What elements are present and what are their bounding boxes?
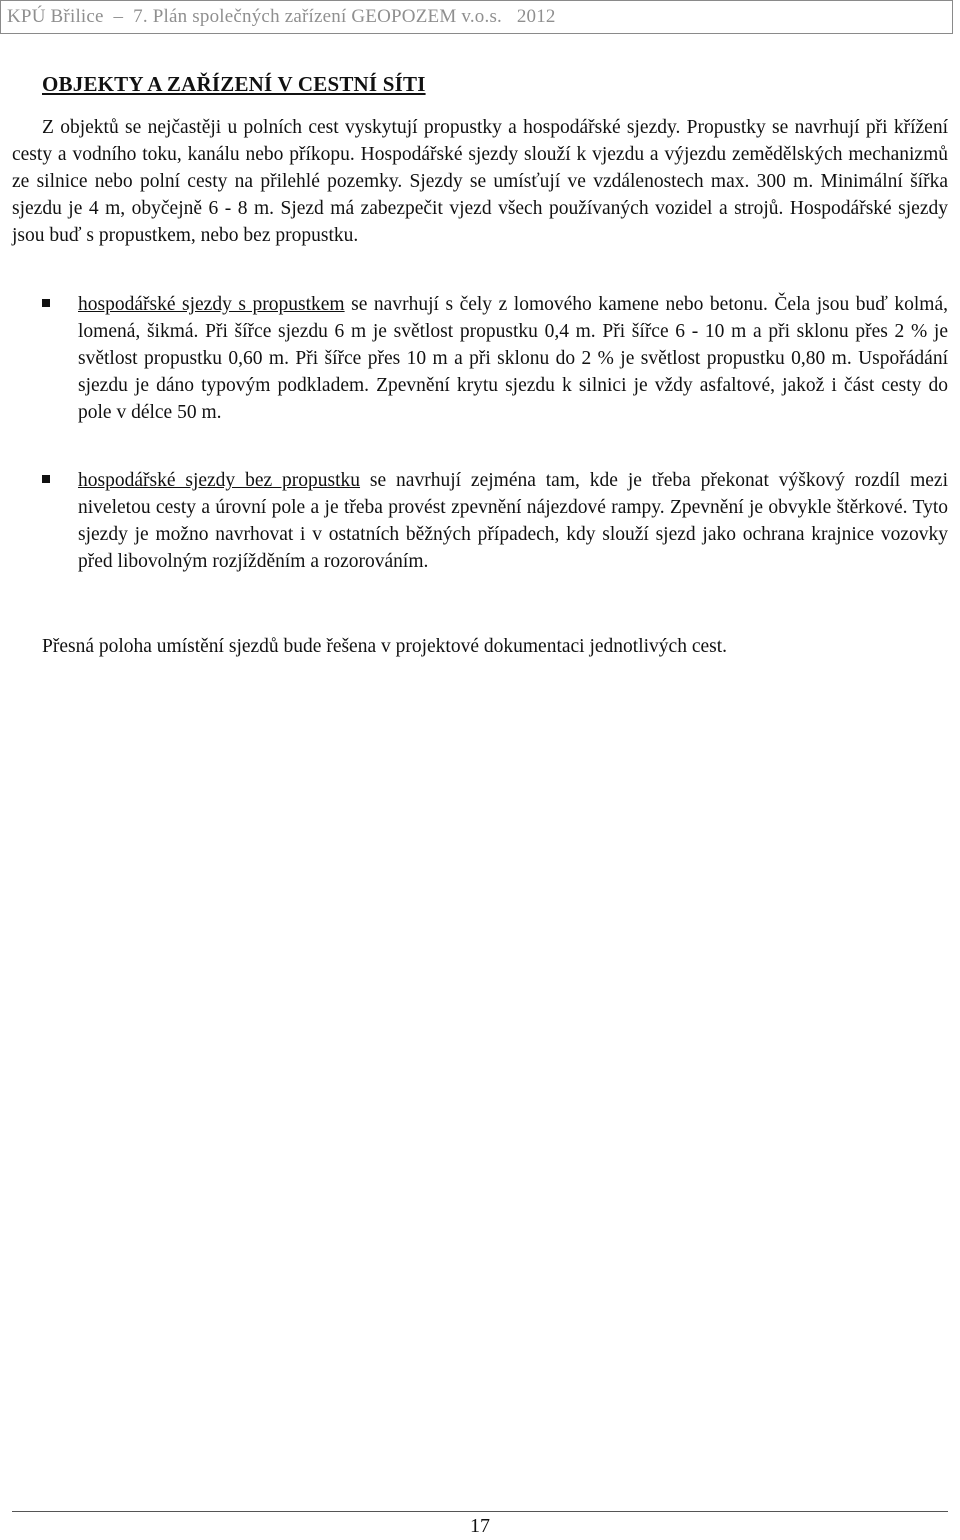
section-title: OBJEKTY A ZAŘÍZENÍ V CESTNÍ SÍTI bbox=[42, 72, 426, 96]
footer-divider bbox=[12, 1511, 948, 1512]
list-item-body: se navrhují zejména tam, kde je třeba překonat výškový rozdíl mezi niveletou cesty a úrovní pole a je třeba provést zpevnění nájezdové rampy. Zpevnění je obvykle štěrkové. Tyto sjezdy je možno navrhovat i v ostatních běžných případech, kdy slouží sjezd jako ochrana krajnice vozovky před libovolným rozjížděním a rozorováním. bbox=[78, 470, 948, 572]
list-item-text bbox=[78, 467, 948, 575]
square-bullet-icon bbox=[42, 299, 50, 307]
list-item-text bbox=[78, 291, 948, 426]
closing-paragraph: Přesná poloha umístění sjezdů bude řešena v projektové dokumentaci jednotlivých cest. bbox=[42, 636, 728, 657]
list-item-term: hospodářské sjezdy s propustkem bbox=[78, 294, 345, 315]
list-item-term: hospodářské sjezdy bez propustku bbox=[78, 470, 361, 491]
intro-paragraph: Z objektů se nejčastěji u polních cest vyskytují propustky a hospodářské sjezdy. Propustky se navrhují při křížení cesty a vodního toku, kanálu nebo příkopu. Hospodářské sjezdy slouží k vjezdu a výjezdu zemědělských mechanizmů ze silnice nebo polní cesty na přilehlé pozemky. Sjezdy se umísťují ve vzdálenostech max. 300 m. Minimální šířka sjezdu je 4 m, obyčejně 6 - 8 m. Sjezd má zabezpečit vjezd všech používaných vozidel a strojů. Hospodářské sjezdy jsou buď s propustkem, nebo bez propustku. bbox=[12, 117, 948, 246]
square-bullet-icon bbox=[42, 475, 50, 483]
page-header bbox=[0, 0, 953, 34]
header-text: KPÚ Břilice – 7. Plán společných zařízení GEOPOZEM v.o.s. 2012 bbox=[7, 6, 556, 27]
list-item-body: se navrhují s čely z lomového kamene nebo betonu. Čela jsou buď kolmá, lomená, šikmá. Při šířce sjezdu 6 m je světlost propustku 0,4 m. Při šířce 6 - 10 m a při sklonu přes 2 % je světlost propustku 0,60 m. Při šířce přes 10 m a při sklonu do 2 % je světlost propustku 0,80 m. Uspořádání sjezdu je dáno typovým podkladem. Zpevnění krytu sjezdu k silnici je vždy asfaltové, jakož i část cesty do pole v délce 50 m. bbox=[78, 294, 949, 423]
page-number: 17 bbox=[470, 1515, 490, 1537]
